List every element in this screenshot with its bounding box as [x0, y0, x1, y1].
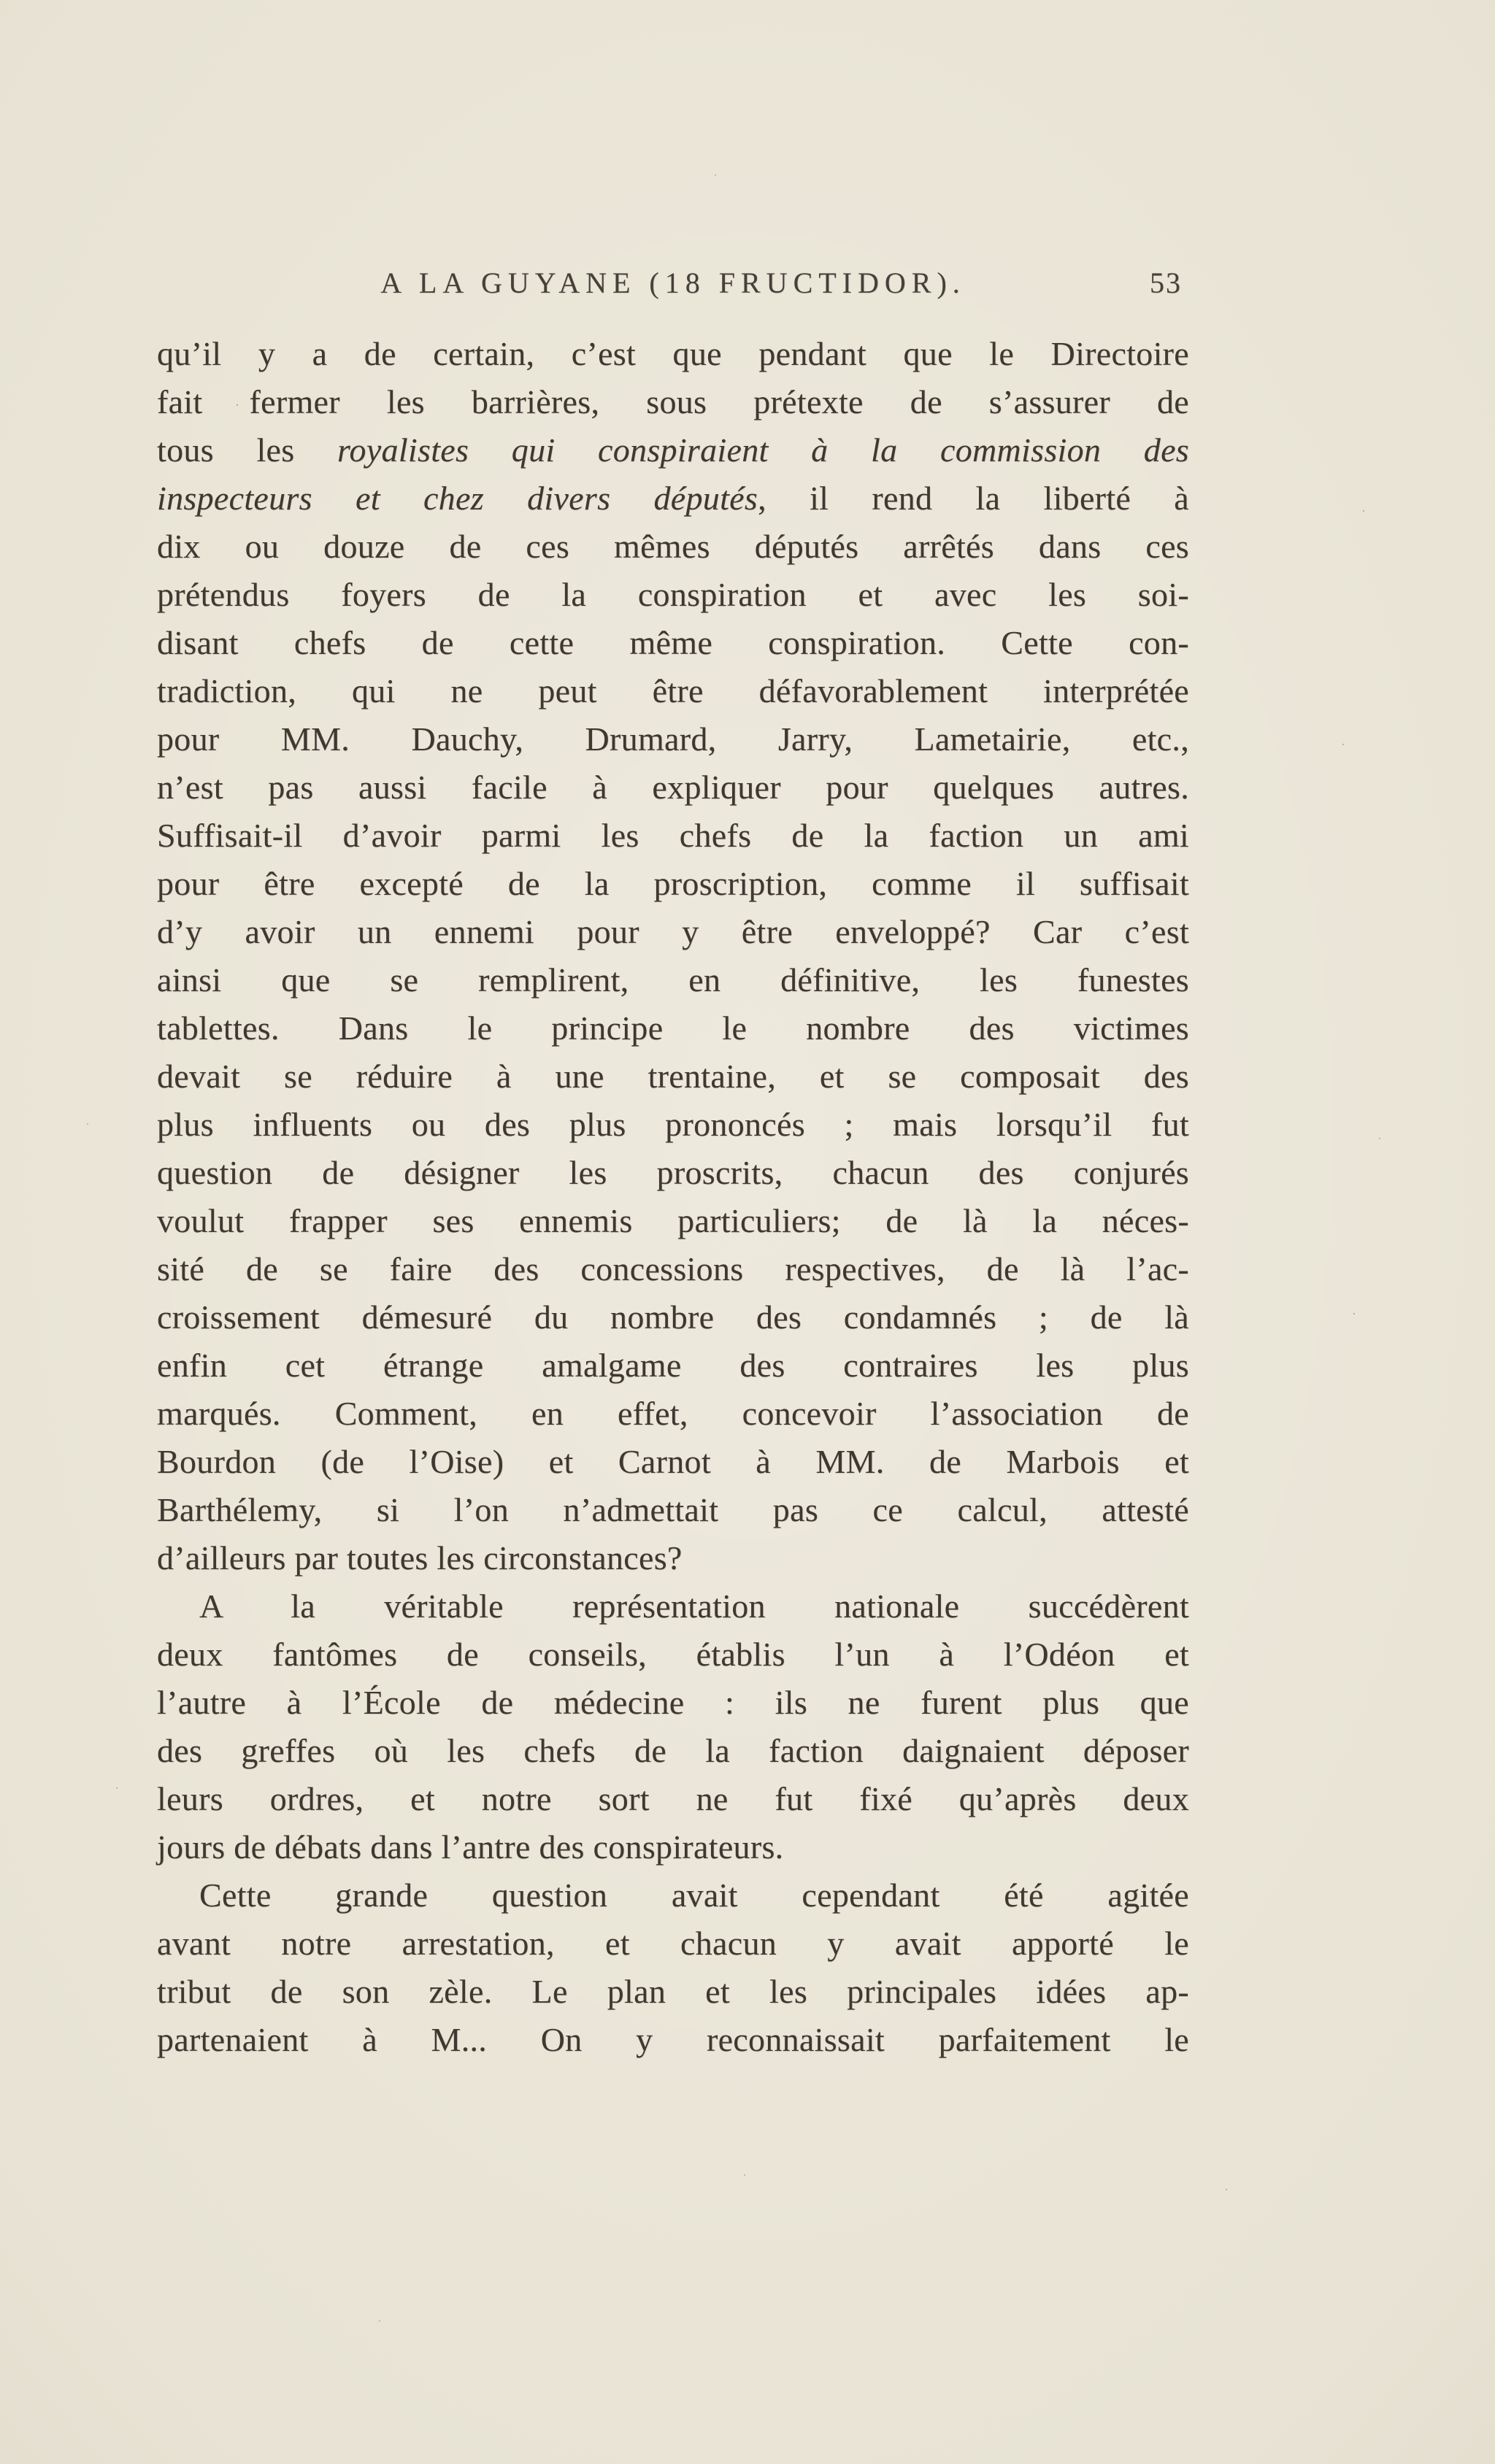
text-run: plus influents ou des plus prononcés ; mais lorsqu’il fut [157, 1106, 1189, 1143]
text-line [157, 1293, 1189, 1341]
text-run: d’y avoir un ennemi pour y être enveloppé? Car c’est [157, 913, 1189, 950]
text-line [157, 1823, 1189, 1871]
text-line [157, 619, 1189, 667]
running-head [157, 266, 1189, 300]
text-line [157, 1775, 1189, 1823]
text-line [157, 571, 1189, 619]
text-run: d’ailleurs par toutes les circonstances? [157, 1539, 683, 1576]
text-line [157, 908, 1189, 956]
text-run: Bourdon (de l’Oise) et Carnot à MM. de Marbois et [157, 1443, 1189, 1480]
text-block [157, 330, 1189, 2064]
text-line [157, 1871, 1189, 1920]
text-run: pour être excepté de la proscription, comme il suffisait [157, 865, 1189, 902]
text-run: sité de se faire des concessions respectives, de là l’ac- [157, 1250, 1189, 1287]
text-run: dix ou douze de ces mêmes députés arrêtés dans ces [157, 528, 1189, 565]
text-line [157, 1631, 1189, 1679]
text-run: , il rend la liberté à [758, 480, 1189, 517]
text-run: A la véritable représentation nationale succédèrent [199, 1587, 1189, 1625]
text-run: voulut frapper ses ennemis particuliers; de là la néces- [157, 1202, 1189, 1239]
text-line [157, 1245, 1189, 1293]
text-run: partenaient à M... On y reconnaissait parfaitement le [157, 2021, 1189, 2058]
text-line [157, 474, 1189, 523]
text-line [157, 1149, 1189, 1197]
text-run: avant notre arrestation, et chacun y avait apporté le [157, 1925, 1189, 1962]
italic-text-run: inspecteurs et chez divers députés [157, 480, 758, 517]
text-run: marqués. Comment, en effet, concevoir l’association de [157, 1395, 1189, 1432]
text-run: deux fantômes de conseils, établis l’un à l’Odéon et [157, 1636, 1189, 1673]
text-line [157, 1920, 1189, 1968]
text-line [157, 715, 1189, 763]
text-line [157, 1052, 1189, 1101]
paragraph [157, 330, 1189, 1582]
text-run: disant chefs de cette même conspiration. Cette con- [157, 624, 1189, 661]
italic-text-run: royalistes qui conspiraient à la commission des [337, 431, 1189, 469]
text-run: l’autre à l’École de médecine : ils ne furent plus que [157, 1684, 1189, 1721]
text-line [157, 426, 1189, 474]
text-run: prétendus foyers de la conspiration et avec les soi- [157, 576, 1189, 613]
text-run: Suffisait-il d’avoir parmi les chefs de la faction un ami [157, 817, 1189, 854]
page-header-title: A LA GUYANE (18 FRUCTIDOR). [380, 266, 966, 299]
text-run: Barthélemy, si l’on n’admettait pas ce calcul, attesté [157, 1491, 1189, 1528]
text-run: pour MM. Dauchy, Drumard, Jarry, Lametairie, etc., [157, 720, 1189, 758]
text-line [157, 2016, 1189, 2064]
text-line [157, 667, 1189, 715]
text-run: tous les [157, 431, 338, 469]
text-run: tribut de son zèle. Le plan et les principales idées ap- [157, 1973, 1189, 2010]
text-line [157, 1101, 1189, 1149]
text-line [157, 1004, 1189, 1052]
text-line [157, 378, 1189, 426]
text-run: n’est pas aussi facile à expliquer pour quelques autres. [157, 769, 1189, 806]
text-line [157, 1679, 1189, 1727]
text-line [157, 860, 1189, 908]
text-run: tradiction, qui ne peut être défavorablement interprétée [157, 672, 1189, 709]
page-number: 53 [1150, 266, 1182, 299]
text-line [157, 1197, 1189, 1245]
text-line [157, 1582, 1189, 1631]
text-line [157, 1341, 1189, 1390]
text-line [157, 1968, 1189, 2016]
text-run: tablettes. Dans le principe le nombre des victimes [157, 1009, 1189, 1047]
text-line [157, 1438, 1189, 1486]
text-run: croissement démesuré du nombre des condamnés ; de là [157, 1298, 1189, 1336]
text-line [157, 956, 1189, 1004]
text-line [157, 1390, 1189, 1438]
text-line [157, 812, 1189, 860]
text-run: fait fermer les barrières, sous prétexte de s’assurer de [157, 383, 1189, 420]
paragraph [157, 1871, 1189, 2064]
text-run: question de désigner les proscrits, chacun des conjurés [157, 1154, 1189, 1191]
text-run: des greffes où les chefs de la faction daignaient déposer [157, 1732, 1189, 1769]
text-run: ainsi que se remplirent, en définitive, les funestes [157, 961, 1189, 998]
text-run: Cette grande question avait cependant été agitée [199, 1876, 1189, 1914]
text-run: jours de débats dans l’antre des conspirateurs. [157, 1828, 784, 1866]
text-run: qu’il y a de certain, c’est que pendant que le Directoire [157, 335, 1189, 372]
text-run: leurs ordres, et notre sort ne fut fixé qu’après deux [157, 1780, 1189, 1817]
text-line [157, 763, 1189, 812]
text-line [157, 330, 1189, 378]
paragraph [157, 1582, 1189, 1871]
text-line [157, 1727, 1189, 1775]
text-run: enfin cet étrange amalgame des contraires les plus [157, 1347, 1189, 1384]
text-line [157, 1486, 1189, 1534]
text-run: devait se réduire à une trentaine, et se composait des [157, 1058, 1189, 1095]
text-line [157, 523, 1189, 571]
text-line [157, 1534, 1189, 1582]
